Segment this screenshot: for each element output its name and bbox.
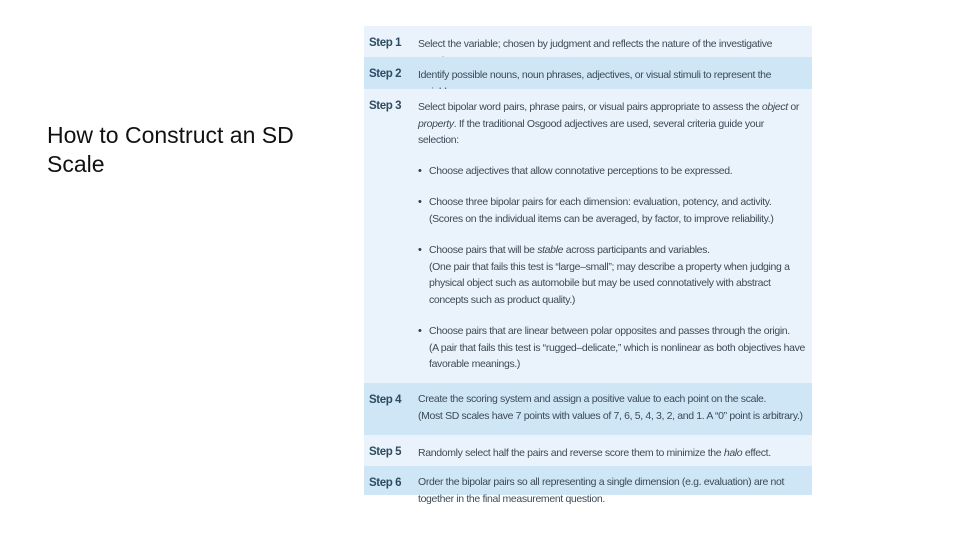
step-text-part: effect. [742, 447, 771, 459]
bullet-text: Choose adjectives that allow connotative perceptions to be expressed. [429, 164, 733, 177]
step-label: Step 4 [369, 394, 402, 406]
step-text [418, 391, 806, 424]
step-row-6 [364, 466, 812, 505]
step-intro [418, 99, 806, 149]
step-label: Step 2 [369, 68, 402, 80]
step-text-line: Create the scoring system and assign a positive value to each point on the scale. [418, 393, 767, 405]
intro-emphasis: property [418, 117, 454, 130]
step-label: Step 3 [369, 100, 402, 112]
intro-text: or [787, 101, 800, 113]
bullet-dot-icon: • [418, 196, 422, 208]
bullet-text: Choose three bipolar pairs for each dimension: evaluation, potency, and activity. [429, 196, 772, 208]
step-row-5 [364, 435, 812, 466]
step-row-1 [364, 26, 812, 57]
step-text [418, 474, 806, 507]
step-text-part: Randomly select half the pairs and reverse score them to minimize the [418, 447, 724, 459]
step-text-line [418, 445, 806, 462]
criteria-bullet [418, 242, 806, 308]
step-row-2 [364, 57, 812, 89]
intro-text: Select bipolar word pairs, phrase pairs, or visual pairs appropriate to assess the [418, 101, 762, 113]
step-label: Step 1 [369, 37, 402, 49]
step-label: Step 6 [369, 477, 402, 489]
step-text [418, 445, 806, 462]
step-text [418, 99, 806, 373]
bullet-note: (A pair that fails this test is “rugged–delicate,” which is nonlinear as both objectives have favorable meanings.) [429, 341, 806, 370]
step-row-4 [364, 383, 812, 435]
slide-title: How to Construct an SD Scale [47, 122, 294, 177]
step-row-3 [364, 89, 812, 383]
bullet-emphasis: stable [537, 244, 564, 256]
bullet-dot-icon: • [418, 164, 422, 177]
step-text-line: Select the variable; chosen by judgment and reflects the nature of the investigative [418, 38, 773, 50]
intro-emphasis: object [761, 101, 788, 113]
step-text-line: Identify possible nouns, noun phrases, adjectives, or visual stimuli to represent the [418, 69, 772, 81]
bullet-text [429, 242, 806, 259]
criteria-bullet [418, 194, 806, 227]
criteria-bullet [418, 163, 806, 180]
step-label: Step 5 [369, 446, 402, 458]
steps-table [364, 26, 812, 505]
intro-text: . If the traditional Osgood adjectives are used, several criteria guide your selection: [418, 117, 764, 146]
bullet-dot-icon: • [418, 244, 422, 256]
step-text-line: Order the bipolar pairs so all representing a single dimension (e.g. evaluation) are not together in the final measurement question. [418, 476, 785, 505]
bullet-text-part: across participants and variables. [563, 244, 710, 256]
bullet-text: Choose pairs that are linear between polar opposites and passes through the origin. [429, 325, 790, 337]
bullet-note: (One pair that fails this test is “large–small”; may describe a property when judging a physical object such as automobile but may be used connotatively with abstract concepts such as product quality.) [429, 260, 790, 306]
bullet-note: (Scores on the individual items can be averaged, by factor, to improve reliability.) [429, 212, 774, 225]
criteria-bullet [418, 323, 806, 373]
step-text-line: (Most SD scales have 7 points with values of 7, 6, 5, 4, 3, 2, and 1. A “0” point is arbitrary.) [418, 409, 803, 422]
bullet-text-part: Choose pairs that will be [429, 244, 538, 256]
step-emphasis: halo [723, 447, 743, 459]
bullet-dot-icon: • [418, 325, 422, 337]
